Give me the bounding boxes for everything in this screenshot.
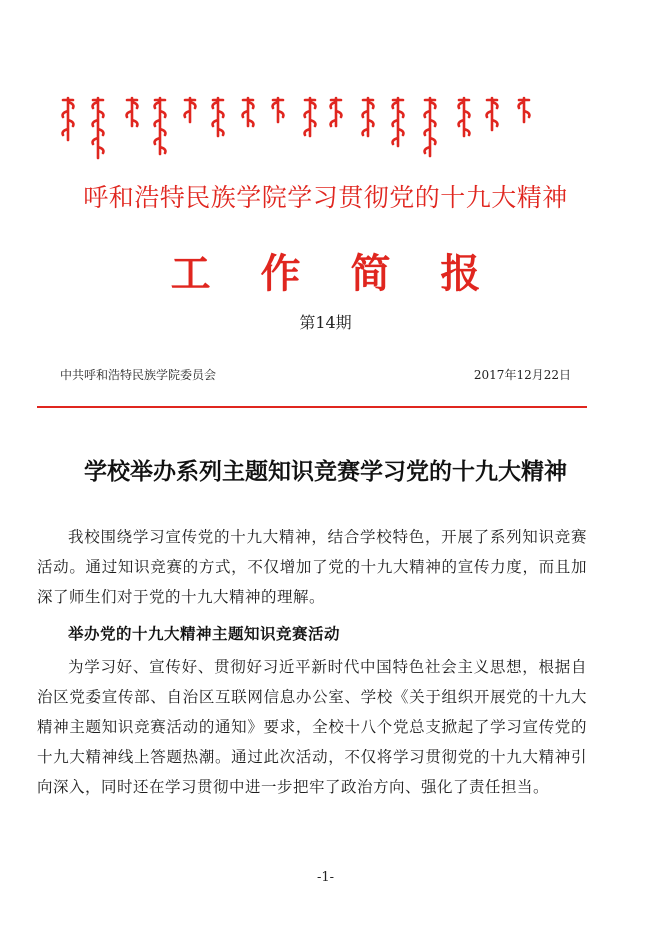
article-intro-paragraph: 我校围绕学习宣传党的十九大精神，结合学校特色，开展了系列知识竞赛活动。通过知识竞赛的方式，不仅增加了党的十九大精神的宣传力度，而且加深了师生们对于党的十九大精神的理解。 xyxy=(37,528,587,606)
newsletter-subtitle: 呼和浩特民族学院学习贯彻党的十九大精神 xyxy=(83,183,568,212)
issuing-organization: 中共呼和浩特民族学院委员会 xyxy=(60,368,217,382)
section-body-paragraph: 为学习好、宣传好、贯彻好习近平新时代中国特色社会主义思想，根据自治区党委宣传部、自治区互联网信息办公室、学校《关于组织开展党的十九大精神主题知识竞赛活动的通知》要求，全校十八个党总支掀起了学习宣传党的十九大精神线上答题热潮。通过此次活动，不仅将学习贯彻党的十九大精神引向深入，同时还在学习贯彻中进一步把牢了政治方向、强化了责任担当。 xyxy=(37,658,587,796)
page-number: -1- xyxy=(316,870,335,885)
issue-date: 2017年12月22日 xyxy=(473,368,571,382)
section-heading: 举办党的十九大精神主题知识竞赛活动 xyxy=(68,624,341,643)
newsletter-title: 工 作 简 报 xyxy=(170,251,499,297)
issue-number: 第14期 xyxy=(299,313,352,332)
article-headline: 学校举办系列主题知识竞赛学习党的十九大精神 xyxy=(84,458,567,485)
header-divider xyxy=(37,406,587,408)
mongolian-script-title xyxy=(58,96,598,160)
